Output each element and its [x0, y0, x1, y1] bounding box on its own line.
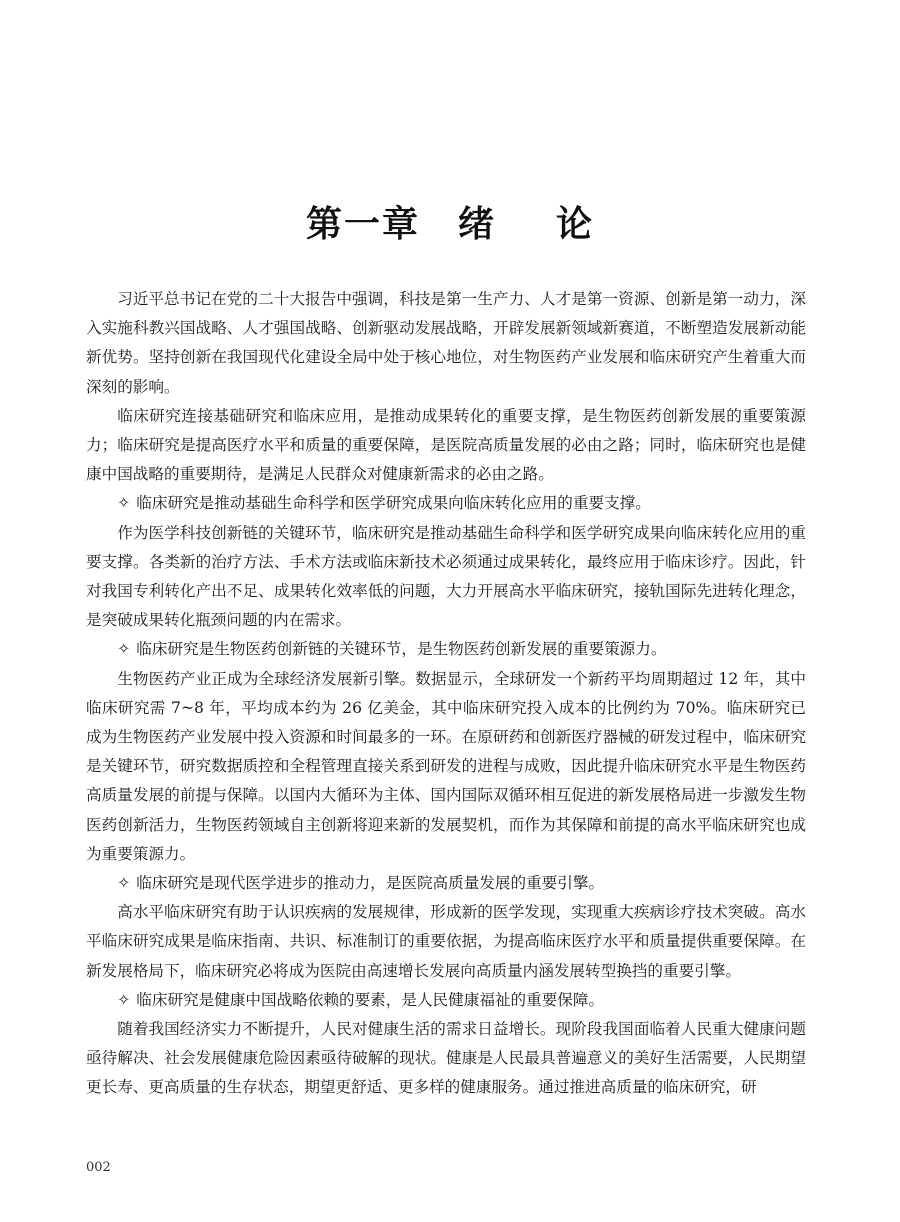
bullet-text: 临床研究是现代医学进步的推动力，是医院高质量发展的重要引擎。	[136, 874, 605, 893]
chapter-title	[0, 196, 900, 247]
chapter-number: 第一章	[305, 203, 420, 246]
bullet-paragraph	[86, 635, 806, 664]
page-number: 002	[86, 1160, 111, 1175]
bullet-paragraph	[86, 489, 806, 518]
diamond-bullet-icon: ✧	[117, 494, 131, 513]
chapter-title-char-2: 论	[556, 203, 595, 246]
bullet-text: 临床研究是推动基础生命科学和医学研究成果向临床转化应用的重要支撑。	[136, 494, 651, 513]
chapter-title-char-1: 绪	[457, 203, 496, 246]
diamond-bullet-icon: ✧	[117, 640, 131, 659]
paragraph: 生物医药产业正成为全球经济发展新引擎。数据显示，全球研发一个新药平均周期超过 12 年，其中临床研究需 7~8 年，平均成本约为 26 亿美金，其中临床研究投入成本的比例约为 70%。临床研究已成为生物医药产业发展中投入资源和时间最多的一环。在原研药和创新医疗器械的研发过程中，临床研究是关键环节，研究数据质控和全程管理直接关系到研发的进程与成败，因此提升临床研究水平是生物医药高质量发展的前提与保障。以国内大循环为主体、国内国际双循环相互促进的新发展格局进一步激发生物医药创新活力，生物医药领域自主创新将迎来新的发展契机，而作为其保障和前提的高水平临床研究也成为重要策源力。	[86, 669, 806, 863]
paragraph: 随着我国经济实力不断提升，人民对健康生活的需求日益增长。现阶段我国面临着人民重大健康问题亟待解决、社会发展健康危险因素亟待破解的现状。健康是人民最具普遍意义的美好生活需要，人民期望更长寿、更高质量的生存状态，期望更舒适、更多样的健康服务。通过推进高质量的临床研究，研	[86, 1020, 806, 1097]
bullet-paragraph	[86, 869, 806, 898]
paragraph: 高水平临床研究有助于认识疾病的发展规律，形成新的医学发现，实现重大疾病诊疗技术突破。高水平临床研究成果是临床指南、共识、标准制订的重要依据，为提高临床医疗水平和质量提供重要保障。在新发展格局下，临床研究必将成为医院由高速增长发展向高质量内涵发展转型换挡的重要引擎。	[86, 903, 806, 980]
paragraph: 作为医学科技创新链的关键环节，临床研究是推动基础生命科学和医学研究成果向临床转化应用的重要支撑。各类新的治疗方法、手术方法或临床新技术必须通过成果转化，最终应用于临床诊疗。因此，针对我国专利转化产出不足、成果转化效率低的问题，大力开展高水平临床研究，接轨国际先进转化理念，是突破成果转化瓶颈问题的内在需求。	[86, 523, 806, 630]
bullet-text: 临床研究是生物医药创新链的关键环节，是生物医药创新发展的重要策源力。	[136, 640, 667, 659]
bullet-text: 临床研究是健康中国战略依赖的要素，是人民健康福祉的重要保障。	[136, 990, 605, 1009]
paragraph: 临床研究连接基础研究和临床应用，是推动成果转化的重要支撑，是生物医药创新发展的重要策源力；临床研究是提高医疗水平和质量的重要保障，是医院高质量发展的必由之路；同时，临床研究也是健康中国战略的重要期待，是满足人民群众对健康新需求的必由之路。	[86, 406, 806, 484]
paragraph: 习近平总书记在党的二十大报告中强调，科技是第一生产力、人才是第一资源、创新是第一动力，深入实施科教兴国战略、人才强国战略、创新驱动发展战略，开辟发展新领域新赛道，不断塑造发展新动能新优势。坚持创新在我国现代化建设全局中处于核心地位，对生物医药产业发展和临床研究产生着重大而深刻的影响。	[86, 290, 806, 396]
bullet-paragraph	[86, 986, 806, 1015]
diamond-bullet-icon: ✧	[117, 874, 131, 893]
body-text	[86, 285, 806, 1103]
diamond-bullet-icon: ✧	[117, 990, 131, 1009]
